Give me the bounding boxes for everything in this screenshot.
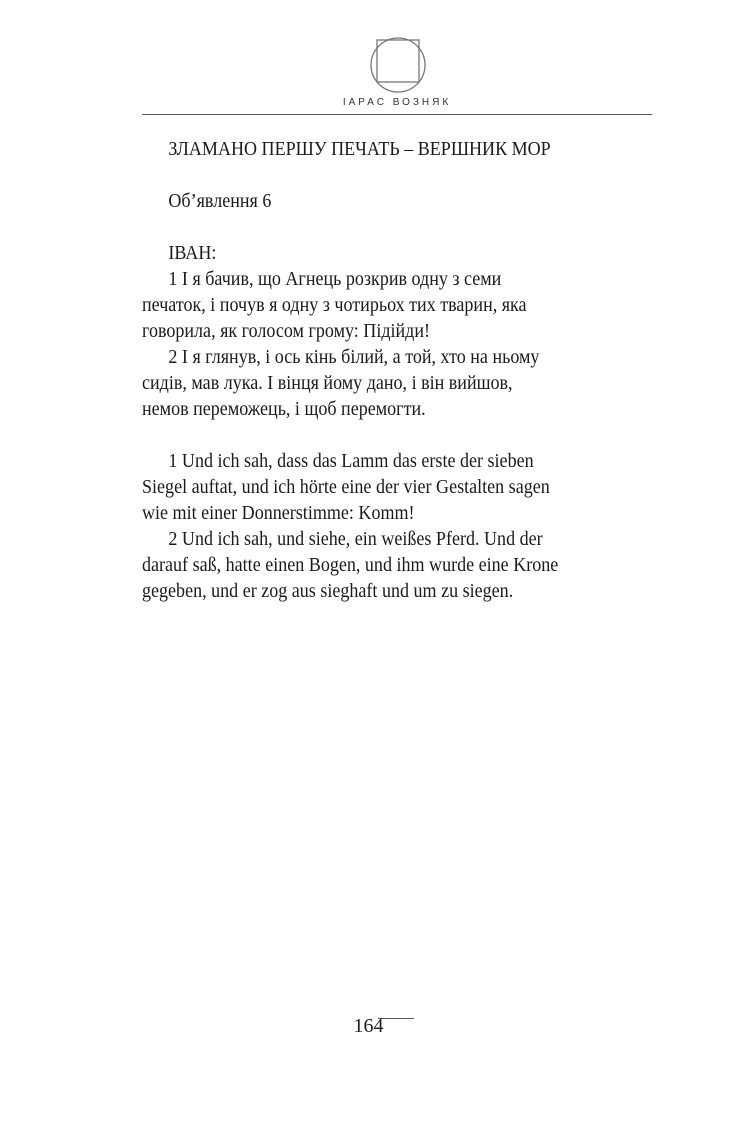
text-line: говорила, як голосом грому: Підійди!: [142, 320, 431, 342]
circle-square-emblem-icon: [368, 35, 428, 95]
text-line: 2 І я глянув, і ось кінь білий, а той, хто на ньому: [168, 346, 540, 368]
text-line: gegeben, und er zog aus sieghaft und um zu siegen.: [142, 580, 514, 602]
page-body: [142, 136, 652, 604]
german-verse-2: [142, 526, 652, 604]
ukrainian-verse-1: [142, 266, 652, 344]
text-line: сидів, мав лука. І вінця йому дано, і він вийшов,: [142, 372, 513, 394]
text-line: wie mit einer Donnerstimme: Komm!: [142, 502, 415, 524]
text-line: 1 І я бачив, що Агнець розкрив одну з семи: [168, 268, 502, 290]
header-divider: [142, 114, 652, 115]
running-header-author: ІАРАС ВОЗНЯК: [342, 97, 452, 108]
page-number: 164: [353, 1015, 384, 1037]
chapter-title: ЗЛАМАНО ПЕРШУ ПЕЧАТЬ – ВЕРШНИК МОР: [168, 138, 551, 160]
german-verse-1: [142, 448, 652, 526]
text-line: немов переможець, і щоб перемогти.: [142, 398, 426, 420]
text-line: 1 Und ich sah, dass das Lamm das erste der sieben: [168, 450, 534, 472]
text-line: Siegel auftat, und ich hörte eine der vier Gestalten sagen: [142, 476, 550, 498]
text-line: печаток, і почув я одну з чотирьох тих тварин, яка: [142, 294, 527, 316]
scripture-reference: Об’явлення 6: [168, 190, 272, 212]
speaker-label: ІВАН:: [168, 242, 217, 264]
ukrainian-verse-2: [142, 344, 652, 422]
text-line: 2 Und ich sah, und siehe, ein weißes Pferd. Und der: [168, 528, 543, 550]
text-line: darauf saß, hatte einen Bogen, und ihm wurde eine Krone: [142, 554, 559, 576]
